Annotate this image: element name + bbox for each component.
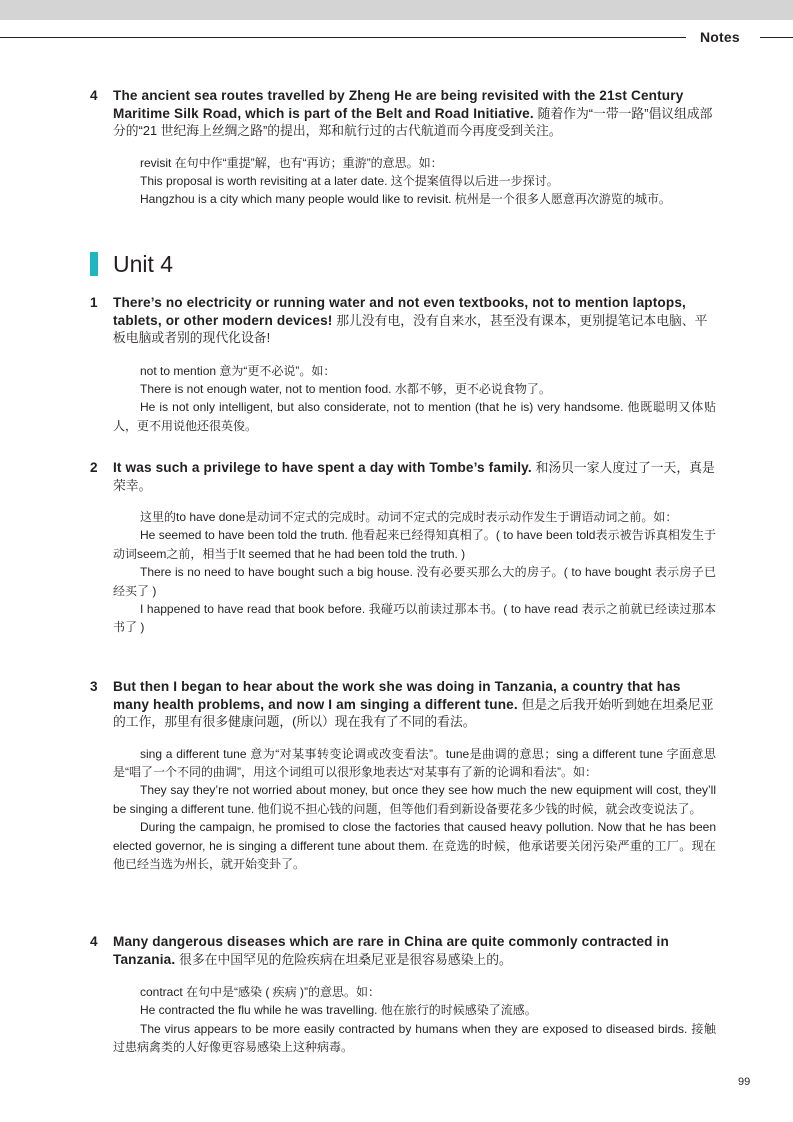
top-band: [0, 0, 793, 20]
example-line: This proposal is worth revisiting at a later date. 这个提案值得以后进一步探讨。: [140, 173, 559, 188]
note-item-unit3-4: [90, 87, 716, 209]
explanation-line: sing a different tune 意为“对某事转变论调或改变看法”。tune是曲调的意思；sing a different tune 字面意思是“唱了一个不同的曲调”，用这个词组可以很形象地表达“对某事有了新的论调和看法”。如：: [113, 746, 716, 779]
item-number: 4: [90, 88, 98, 103]
item-number: 4: [90, 934, 98, 949]
item-number: 2: [90, 460, 98, 475]
item-heading: [90, 933, 716, 968]
header-notes-label: Notes: [700, 29, 740, 45]
english-sentence: Many dangerous diseases which are rare in China are quite commonly contracted in Tanzania.: [113, 934, 669, 967]
english-sentence: But then I began to hear about the work she was doing in Tanzania, a country that has many health problems, and now I am singing a different tune.: [113, 679, 681, 712]
unit-accent-bar: [90, 252, 98, 276]
example-line: He contracted the flu while he was travelling. 他在旅行的时候感染了流感。: [140, 1003, 537, 1018]
header-rule-right: [760, 37, 793, 38]
explanation: [90, 154, 716, 209]
item-number: 1: [90, 295, 98, 310]
note-item-2: [90, 459, 716, 637]
note-item-3: [90, 678, 716, 873]
item-heading: [90, 459, 716, 494]
chinese-translation: 那儿没有电，没有自来水，甚至没有课本，更别提笔记本电脑、平板电脑或者别的现代化设备!: [113, 312, 708, 345]
header-rule-left: [0, 37, 686, 38]
explanation-line: 这里的to have done是动词不定式的完成时。动词不定式的完成时表示动作发生于谓语动词之前。如：: [140, 510, 678, 524]
explanation-line: revisit 在句中作“重提”解，也有“再访；重游”的意思。如：: [140, 155, 443, 170]
example-line: There is no need to have bought such a big house. 没有必要买那么大的房子。( to have bought 表示房子已经买了 ): [113, 565, 716, 598]
page-number: 99: [738, 1076, 751, 1088]
example-line: He seemed to have been told the truth. 他看起来已经得知真相了。( to have been told表示被告诉真相发生于动词seem之前，相当于It seemed that he had been told the truth. ): [113, 528, 716, 561]
explanation-line: not to mention 意为“更不必说”。如：: [140, 363, 336, 378]
example-line: There is not enough water, not to mention food. 水都不够，更不必说食物了。: [140, 381, 551, 396]
item-heading: [90, 87, 716, 140]
note-item-4: [90, 933, 716, 1057]
explanation: [90, 983, 716, 1057]
example-line: They say they’re not worried about money, but once they see how much the new equipment will cost, they’ll be singing a different tune. 他们说不担心钱的问题，但等他们看到新设备要花多少钱的时候，就会改变说法了。: [113, 783, 716, 816]
chinese-translation: 很多在中国罕见的危险疾病在坦桑尼亚是很容易感染上的。: [179, 951, 512, 967]
note-item-1: [90, 294, 716, 435]
example-line: The virus appears to be more easily contracted by humans when they are exposed to diseased birds. 接触过患病禽类的人好像更容易感染上这种病毒。: [113, 1021, 716, 1055]
explanation: [90, 362, 716, 436]
chinese-translation: 和汤贝一家人度过了一天，真是荣幸。: [113, 460, 715, 493]
explanation-line: contract 在句中是“感染 ( 疾病 )”的意思。如：: [140, 985, 381, 999]
english-sentence: There’s no electricity or running water and not even textbooks, not to mention laptops, tablets, or other modern devices!: [113, 295, 686, 328]
chinese-translation: 但是之后我开始听到她在坦桑尼亚的工作，那里有很多健康问题，(所以）现在我有了不同的看法。: [113, 696, 714, 729]
english-sentence: It was such a privilege to have spent a day with Tombe’s family.: [113, 460, 532, 475]
example-line: Hangzhou is a city which many people would like to revisit. 杭州是一个很多人愿意再次游览的城市。: [140, 192, 671, 207]
item-heading: [90, 294, 716, 347]
english-sentence: The ancient sea routes travelled by Zheng He are being revisited with the 21st Century Maritime Silk Road, which is part of the Belt and Road Initiative.: [113, 88, 684, 121]
unit-title: Unit 4: [113, 251, 174, 277]
example-line: I happened to have read that book before. 我碰巧以前读过那本书。( to have read 表示之前就已经读过那本书了 ): [113, 602, 716, 635]
item-number: 3: [90, 679, 98, 694]
explanation: [90, 508, 716, 637]
example-line: During the campaign, he promised to close the factories that caused heavy pollution. Now that he has been elected governor, he is singing a different tune about them. 在竞选的时候，他承诺要关闭污染严重的工厂。现在他已经当选为州长，就开始变卦了。: [113, 820, 716, 871]
example-line: He is not only intelligent, but also considerate, not to mention (that he is) very handsome. 他既聪明又体贴人，更不用说他还很英俊。: [113, 400, 716, 433]
item-heading: [90, 678, 716, 731]
explanation: [90, 745, 716, 874]
chinese-translation: 随着作为“一带一路”倡议组成部分的“21 世纪海上丝绸之路”的提出，郑和航行过的古代航道而今再度受到关注。: [113, 105, 713, 138]
